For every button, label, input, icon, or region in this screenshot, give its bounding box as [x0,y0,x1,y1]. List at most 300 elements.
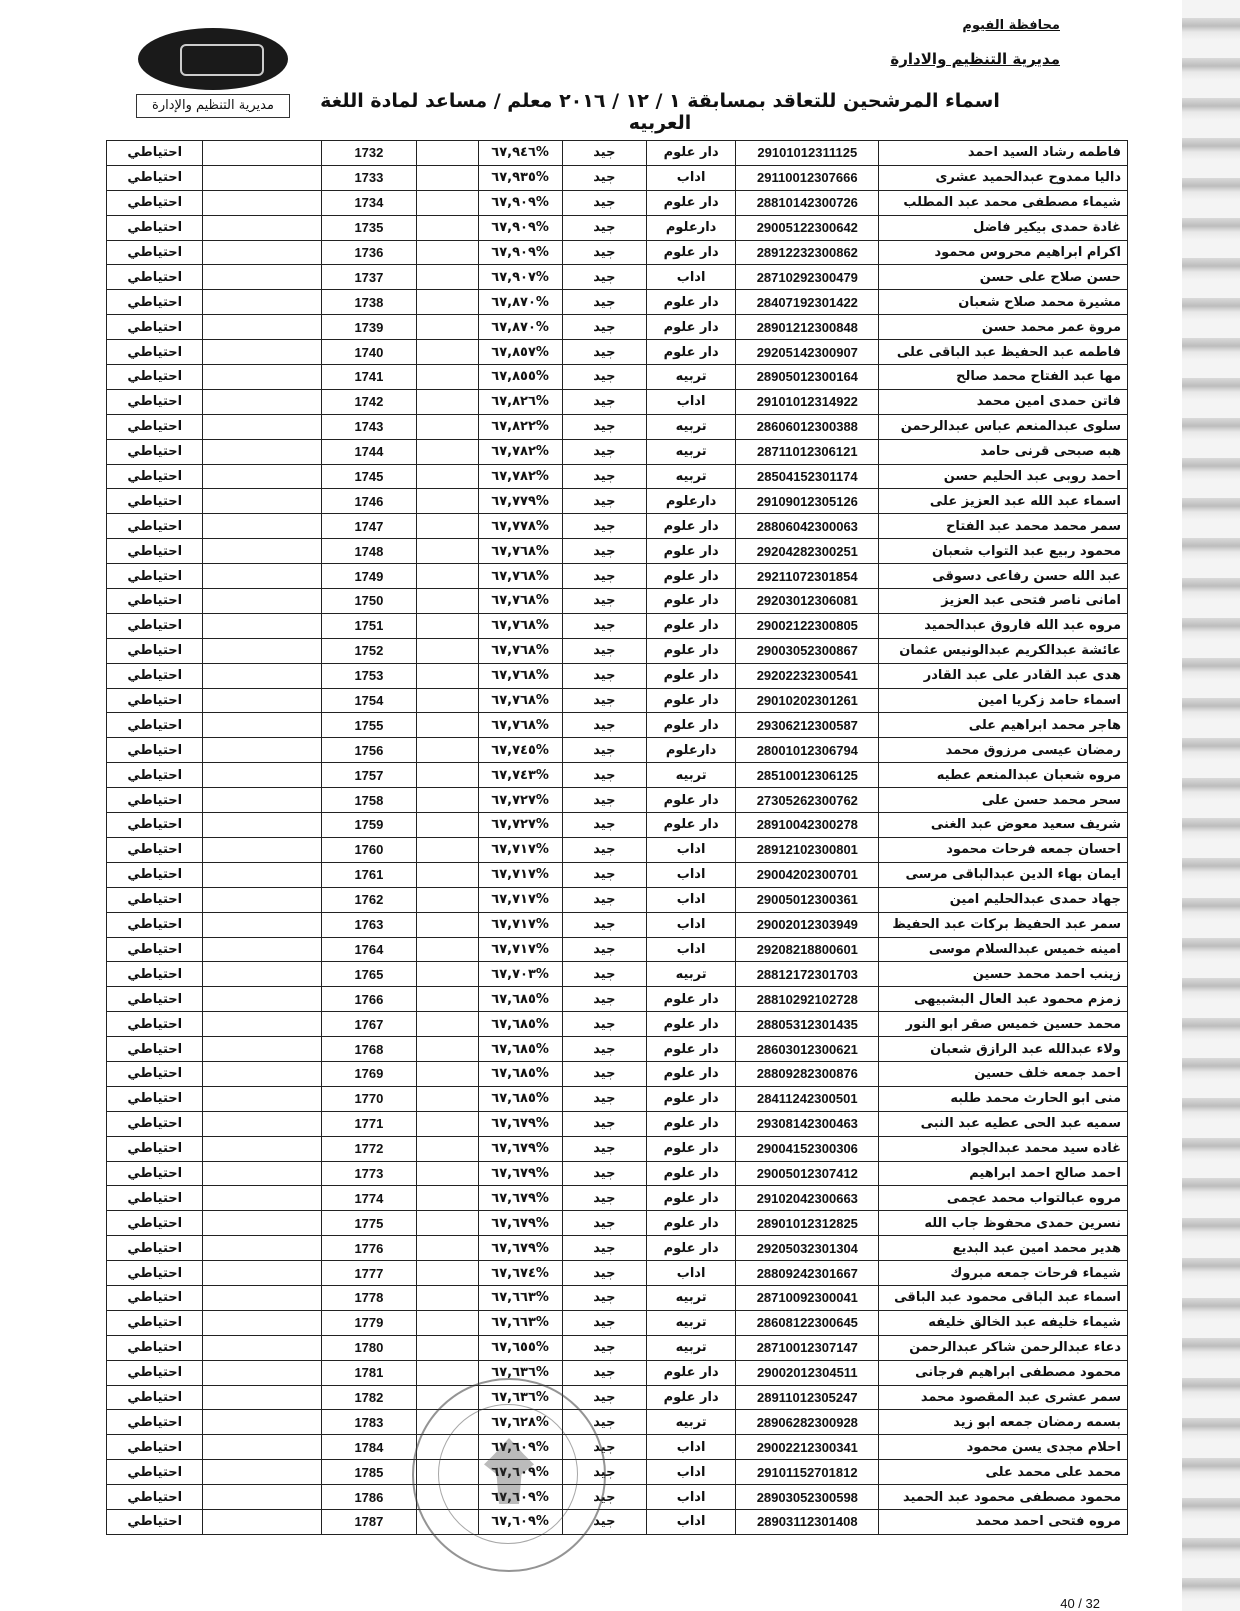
grade: جيد [562,937,646,962]
status: احتياطي [107,290,203,315]
candidate-name: امينه خميس عبدالسلام موسى [879,937,1128,962]
blank-cell [203,1261,322,1286]
blank-cell [203,713,322,738]
table-row [107,837,1128,862]
national-id: 29101152701812 [736,1460,879,1485]
percentage: %٦٧,٨٥٧ [478,340,562,365]
percentage: %٦٧,٧٦٨ [478,688,562,713]
status: احتياطي [107,1360,203,1385]
page-number: 40 / 32 [1060,1596,1100,1611]
table-row [107,937,1128,962]
table-row [107,190,1128,215]
blank-cell [203,788,322,813]
faculty: تربيه [646,439,735,464]
status: احتياطي [107,1410,203,1435]
blank-cell [203,937,322,962]
blank-cell [416,1360,478,1385]
faculty: دار علوم [646,514,735,539]
candidate-name: سمر عبد الحفيظ بركات عبد الحفيظ [879,912,1128,937]
serial-number: 1745 [322,464,416,489]
serial-number: 1750 [322,589,416,614]
status: احتياطي [107,862,203,887]
blank-cell [416,613,478,638]
serial-number: 1747 [322,514,416,539]
national-id: 29004202300701 [736,862,879,887]
table-row [107,1012,1128,1037]
percentage: %٦٧,٧٦٨ [478,589,562,614]
serial-number: 1771 [322,1111,416,1136]
percentage: %٦٧,٦٧٩ [478,1236,562,1261]
faculty: دار علوم [646,539,735,564]
serial-number: 1742 [322,389,416,414]
blank-cell [203,290,322,315]
faculty: دار علوم [646,1211,735,1236]
candidate-name: نسرين حمدى محفوظ جاب الله [879,1211,1128,1236]
blank-cell [416,1261,478,1286]
blank-cell [416,290,478,315]
serial-number: 1774 [322,1186,416,1211]
grade: جيد [562,514,646,539]
blank-cell [203,962,322,987]
candidate-name: زينب احمد محمد حسين [879,962,1128,987]
status: احتياطي [107,763,203,788]
candidate-name: احمد صالح احمد ابراهيم [879,1161,1128,1186]
blank-cell [416,215,478,240]
table-row [107,290,1128,315]
blank-cell [416,1211,478,1236]
percentage: %٦٧,٦٧٩ [478,1111,562,1136]
percentage: %٦٧,٦٣٦ [478,1360,562,1385]
national-id: 29002212300341 [736,1435,879,1460]
percentage: %٦٧,٧٦٨ [478,613,562,638]
faculty: تربيه [646,763,735,788]
grade: جيد [562,738,646,763]
status: احتياطي [107,1236,203,1261]
grade: جيد [562,365,646,390]
grade: جيد [562,215,646,240]
table-row [107,813,1128,838]
blank-cell [416,240,478,265]
national-id: 29109012305126 [736,489,879,514]
table-row [107,1061,1128,1086]
faculty: اداب [646,1261,735,1286]
table-row [107,165,1128,190]
candidate-name: غاده سيد محمد عبدالجواد [879,1136,1128,1161]
table-row [107,464,1128,489]
serial-number: 1764 [322,937,416,962]
percentage: %٦٧,٧١٧ [478,887,562,912]
serial-number: 1768 [322,1037,416,1062]
status: احتياطي [107,788,203,813]
candidate-name: سميه عبد الحى عطيه عبد النبى [879,1111,1128,1136]
grade: جيد [562,340,646,365]
blank-cell [203,1186,322,1211]
national-id: 29306212300587 [736,713,879,738]
grade: جيد [562,1335,646,1360]
grade: جيد [562,912,646,937]
table-row [107,788,1128,813]
grade: جيد [562,265,646,290]
percentage: %٦٧,٧٦٨ [478,539,562,564]
serial-number: 1732 [322,141,416,166]
blank-cell [416,389,478,414]
candidate-name: جهاد حمدى عبدالحليم امين [879,887,1128,912]
faculty: دار علوم [646,1086,735,1111]
blank-cell [203,1236,322,1261]
national-id: 28606012300388 [736,414,879,439]
percentage: %٦٧,٧٤٣ [478,763,562,788]
table-row [107,1310,1128,1335]
national-id: 29202232300541 [736,663,879,688]
percentage: %٦٧,٧٦٨ [478,663,562,688]
status: احتياطي [107,1037,203,1062]
status: احتياطي [107,315,203,340]
status: احتياطي [107,962,203,987]
blank-cell [203,389,322,414]
status: احتياطي [107,1012,203,1037]
percentage: %٦٧,٩٣٥ [478,165,562,190]
national-id: 28504152301174 [736,464,879,489]
blank-cell [416,464,478,489]
blank-cell [416,1136,478,1161]
table-row [107,1509,1128,1534]
percentage: %٦٧,٧١٧ [478,912,562,937]
percentage: %٦٧,٩٤٦ [478,141,562,166]
blank-cell [416,638,478,663]
grade: جيد [562,638,646,663]
faculty: دارعلوم [646,215,735,240]
percentage: %٦٧,٦٧٩ [478,1161,562,1186]
table-row [107,713,1128,738]
percentage: %٦٧,٩٠٩ [478,240,562,265]
grade: جيد [562,1435,646,1460]
blank-cell [203,1435,322,1460]
status: احتياطي [107,887,203,912]
national-id: 29002012303949 [736,912,879,937]
serial-number: 1782 [322,1385,416,1410]
faculty: دار علوم [646,1037,735,1062]
table-row [107,1086,1128,1111]
grade: جيد [562,887,646,912]
serial-number: 1766 [322,987,416,1012]
faculty: دار علوم [646,290,735,315]
national-id: 29003052300867 [736,638,879,663]
serial-number: 1785 [322,1460,416,1485]
blank-cell [416,190,478,215]
table-row [107,912,1128,937]
table-row [107,1037,1128,1062]
percentage: %٦٧,٦٠٩ [478,1485,562,1510]
faculty: اداب [646,1460,735,1485]
candidate-name: سحر محمد حسن على [879,788,1128,813]
national-id: 28911012305247 [736,1385,879,1410]
table-row [107,589,1128,614]
grade: جيد [562,1285,646,1310]
grade: جيد [562,141,646,166]
percentage: %٦٧,٩٠٩ [478,190,562,215]
faculty: اداب [646,1485,735,1510]
percentage: %٦٧,٧٦٨ [478,713,562,738]
table-row [107,1136,1128,1161]
department-label: مديرية التنظيم والادارة [890,50,1060,68]
candidate-name: مشيرة محمد صلاح شعبان [879,290,1128,315]
national-id: 28710012307147 [736,1335,879,1360]
blank-cell [203,837,322,862]
candidate-name: سمر محمد محمد عبد الفتاح [879,514,1128,539]
blank-cell [203,1012,322,1037]
percentage: %٦٧,٨٧٠ [478,290,562,315]
status: احتياطي [107,1509,203,1534]
grade: جيد [562,962,646,987]
faculty: اداب [646,912,735,937]
grade: جيد [562,987,646,1012]
blank-cell [203,1136,322,1161]
blank-cell [203,215,322,240]
percentage: %٦٧,٧٦٨ [478,564,562,589]
blank-cell [203,1485,322,1510]
candidate-name: هبه صبحى قرنى حامد [879,439,1128,464]
blank-cell [416,688,478,713]
table-row [107,489,1128,514]
grade: جيد [562,1061,646,1086]
candidate-name: داليا ممدوح عبدالحميد عشرى [879,165,1128,190]
candidate-name: فاطمه عبد الحفيظ عبد الباقى على [879,340,1128,365]
candidate-name: محمد على محمد على [879,1460,1128,1485]
table-row [107,1460,1128,1485]
serial-number: 1765 [322,962,416,987]
national-id: 28411242300501 [736,1086,879,1111]
blank-cell [416,265,478,290]
national-id: 28603012300621 [736,1037,879,1062]
blank-cell [203,315,322,340]
blank-cell [203,1310,322,1335]
status: احتياطي [107,1335,203,1360]
serial-number: 1736 [322,240,416,265]
status: احتياطي [107,638,203,663]
percentage: %٦٧,٦٨٥ [478,1086,562,1111]
serial-number: 1752 [322,638,416,663]
grade: جيد [562,1410,646,1435]
percentage: %٦٧,٧٠٣ [478,962,562,987]
status: احتياطي [107,1385,203,1410]
candidates-table [106,140,1128,1535]
table-row [107,613,1128,638]
serial-number: 1738 [322,290,416,315]
percentage: %٦٧,٧١٧ [478,837,562,862]
blank-cell [416,788,478,813]
national-id: 29204282300251 [736,539,879,564]
faculty: اداب [646,1509,735,1534]
blank-cell [416,1285,478,1310]
serial-number: 1773 [322,1161,416,1186]
grade: جيد [562,489,646,514]
faculty: تربيه [646,1410,735,1435]
table-row [107,763,1128,788]
serial-number: 1775 [322,1211,416,1236]
candidate-name: رمضان عيسى مرزوق محمد [879,738,1128,763]
status: احتياطي [107,165,203,190]
percentage: %٦٧,٧١٧ [478,862,562,887]
table-row [107,1410,1128,1435]
table-row [107,265,1128,290]
serial-number: 1780 [322,1335,416,1360]
percentage: %٦٧,٦٧٤ [478,1261,562,1286]
status: احتياطي [107,1111,203,1136]
faculty: اداب [646,1435,735,1460]
blank-cell [203,439,322,464]
serial-number: 1733 [322,165,416,190]
grade: جيد [562,788,646,813]
serial-number: 1786 [322,1485,416,1510]
faculty: دار علوم [646,813,735,838]
table-row [107,365,1128,390]
serial-number: 1753 [322,663,416,688]
table-row [107,315,1128,340]
grade: جيد [562,564,646,589]
serial-number: 1778 [322,1285,416,1310]
national-id: 29308142300463 [736,1111,879,1136]
candidate-name: عبد الله حسن رفاعى دسوقى [879,564,1128,589]
blank-cell [203,1509,322,1534]
faculty: اداب [646,265,735,290]
table-row [107,887,1128,912]
serial-number: 1741 [322,365,416,390]
blank-cell [416,141,478,166]
candidate-name: شيماء فرحات جمعه مبروك [879,1261,1128,1286]
candidate-name: بسمه رمضان جمعه ابو زيد [879,1410,1128,1435]
candidate-name: مها عبد الفتاح محمد صالح [879,365,1128,390]
percentage: %٦٧,٨٢٢ [478,414,562,439]
faculty: دار علوم [646,1012,735,1037]
percentage: %٦٧,٦٦٣ [478,1285,562,1310]
grade: جيد [562,1012,646,1037]
blank-cell [203,1285,322,1310]
grade: جيد [562,190,646,215]
candidate-name: مروة عمر محمد حسن [879,315,1128,340]
document-title: اسماء المرشحين للتعاقد بمسابقة ١ / ١٢ / ٢٠١٦ معلم / مساعد لمادة اللغة العربيه [320,90,1000,134]
candidate-name: اكرام ابراهيم محروس محمود [879,240,1128,265]
faculty: اداب [646,389,735,414]
national-id: 29110012307666 [736,165,879,190]
blank-cell [416,1236,478,1261]
blank-cell [203,638,322,663]
table-row [107,141,1128,166]
faculty: دار علوم [646,315,735,340]
national-id: 29005122300642 [736,215,879,240]
serial-number: 1760 [322,837,416,862]
blank-cell [203,813,322,838]
serial-number: 1743 [322,414,416,439]
faculty: تربيه [646,464,735,489]
percentage: %٦٧,٧٨٢ [478,439,562,464]
national-id: 28809282300876 [736,1061,879,1086]
status: احتياطي [107,738,203,763]
status: احتياطي [107,663,203,688]
faculty: دار علوم [646,613,735,638]
serial-number: 1755 [322,713,416,738]
status: احتياطي [107,1061,203,1086]
national-id: 28906282300928 [736,1410,879,1435]
blank-cell [416,315,478,340]
status: احتياطي [107,1485,203,1510]
status: احتياطي [107,240,203,265]
faculty: تربيه [646,1335,735,1360]
blank-cell [203,1037,322,1062]
serial-number: 1777 [322,1261,416,1286]
national-id: 28407192301422 [736,290,879,315]
faculty: اداب [646,165,735,190]
candidate-name: سمر عشرى عبد المقصود محمد [879,1385,1128,1410]
status: احتياطي [107,365,203,390]
candidate-name: محمود مصطفى محمود عبد الحميد [879,1485,1128,1510]
table-row [107,862,1128,887]
status: احتياطي [107,613,203,638]
candidate-name: ولاء عبدالله عبد الرازق شعبان [879,1037,1128,1062]
blank-cell [203,365,322,390]
faculty: دار علوم [646,663,735,688]
faculty: تربيه [646,1285,735,1310]
status: احتياطي [107,439,203,464]
serial-number: 1748 [322,539,416,564]
blank-cell [416,663,478,688]
grade: جيد [562,165,646,190]
logo-emblem-inner [180,44,264,76]
blank-cell [416,589,478,614]
status: احتياطي [107,489,203,514]
candidate-name: مروه عبد الله فاروق عبدالحميد [879,613,1128,638]
faculty: دارعلوم [646,738,735,763]
status: احتياطي [107,514,203,539]
blank-cell [203,589,322,614]
grade: جيد [562,240,646,265]
blank-cell [203,1111,322,1136]
serial-number: 1770 [322,1086,416,1111]
grade: جيد [562,1509,646,1534]
blank-cell [203,663,322,688]
candidate-name: عائشة عبدالكريم عبدالونيس عثمان [879,638,1128,663]
candidate-name: اسماء عبد الباقى محمود عبد الباقى [879,1285,1128,1310]
percentage: %٦٧,٦٧٩ [478,1186,562,1211]
table-row [107,414,1128,439]
national-id: 28805312301435 [736,1012,879,1037]
percentage: %٦٧,٧٧٩ [478,489,562,514]
national-id: 28710292300479 [736,265,879,290]
table-row [107,240,1128,265]
grade: جيد [562,1385,646,1410]
blank-cell [203,340,322,365]
status: احتياطي [107,1285,203,1310]
faculty: دارعلوم [646,489,735,514]
status: احتياطي [107,1211,203,1236]
table-row [107,564,1128,589]
status: احتياطي [107,813,203,838]
blank-cell [416,414,478,439]
status: احتياطي [107,265,203,290]
candidates-table-body [107,141,1128,1535]
candidate-name: هدير محمد امين عبد البديع [879,1236,1128,1261]
table-row [107,1211,1128,1236]
status: احتياطي [107,1186,203,1211]
blank-cell [416,713,478,738]
candidate-name: احمد روبى عبد الحليم حسن [879,464,1128,489]
serial-number: 1779 [322,1310,416,1335]
national-id: 29005012300361 [736,887,879,912]
national-id: 29101012314922 [736,389,879,414]
percentage: %٦٧,٨٢٦ [478,389,562,414]
status: احتياطي [107,987,203,1012]
national-id: 29002122300805 [736,613,879,638]
national-id: 29211072301854 [736,564,879,589]
